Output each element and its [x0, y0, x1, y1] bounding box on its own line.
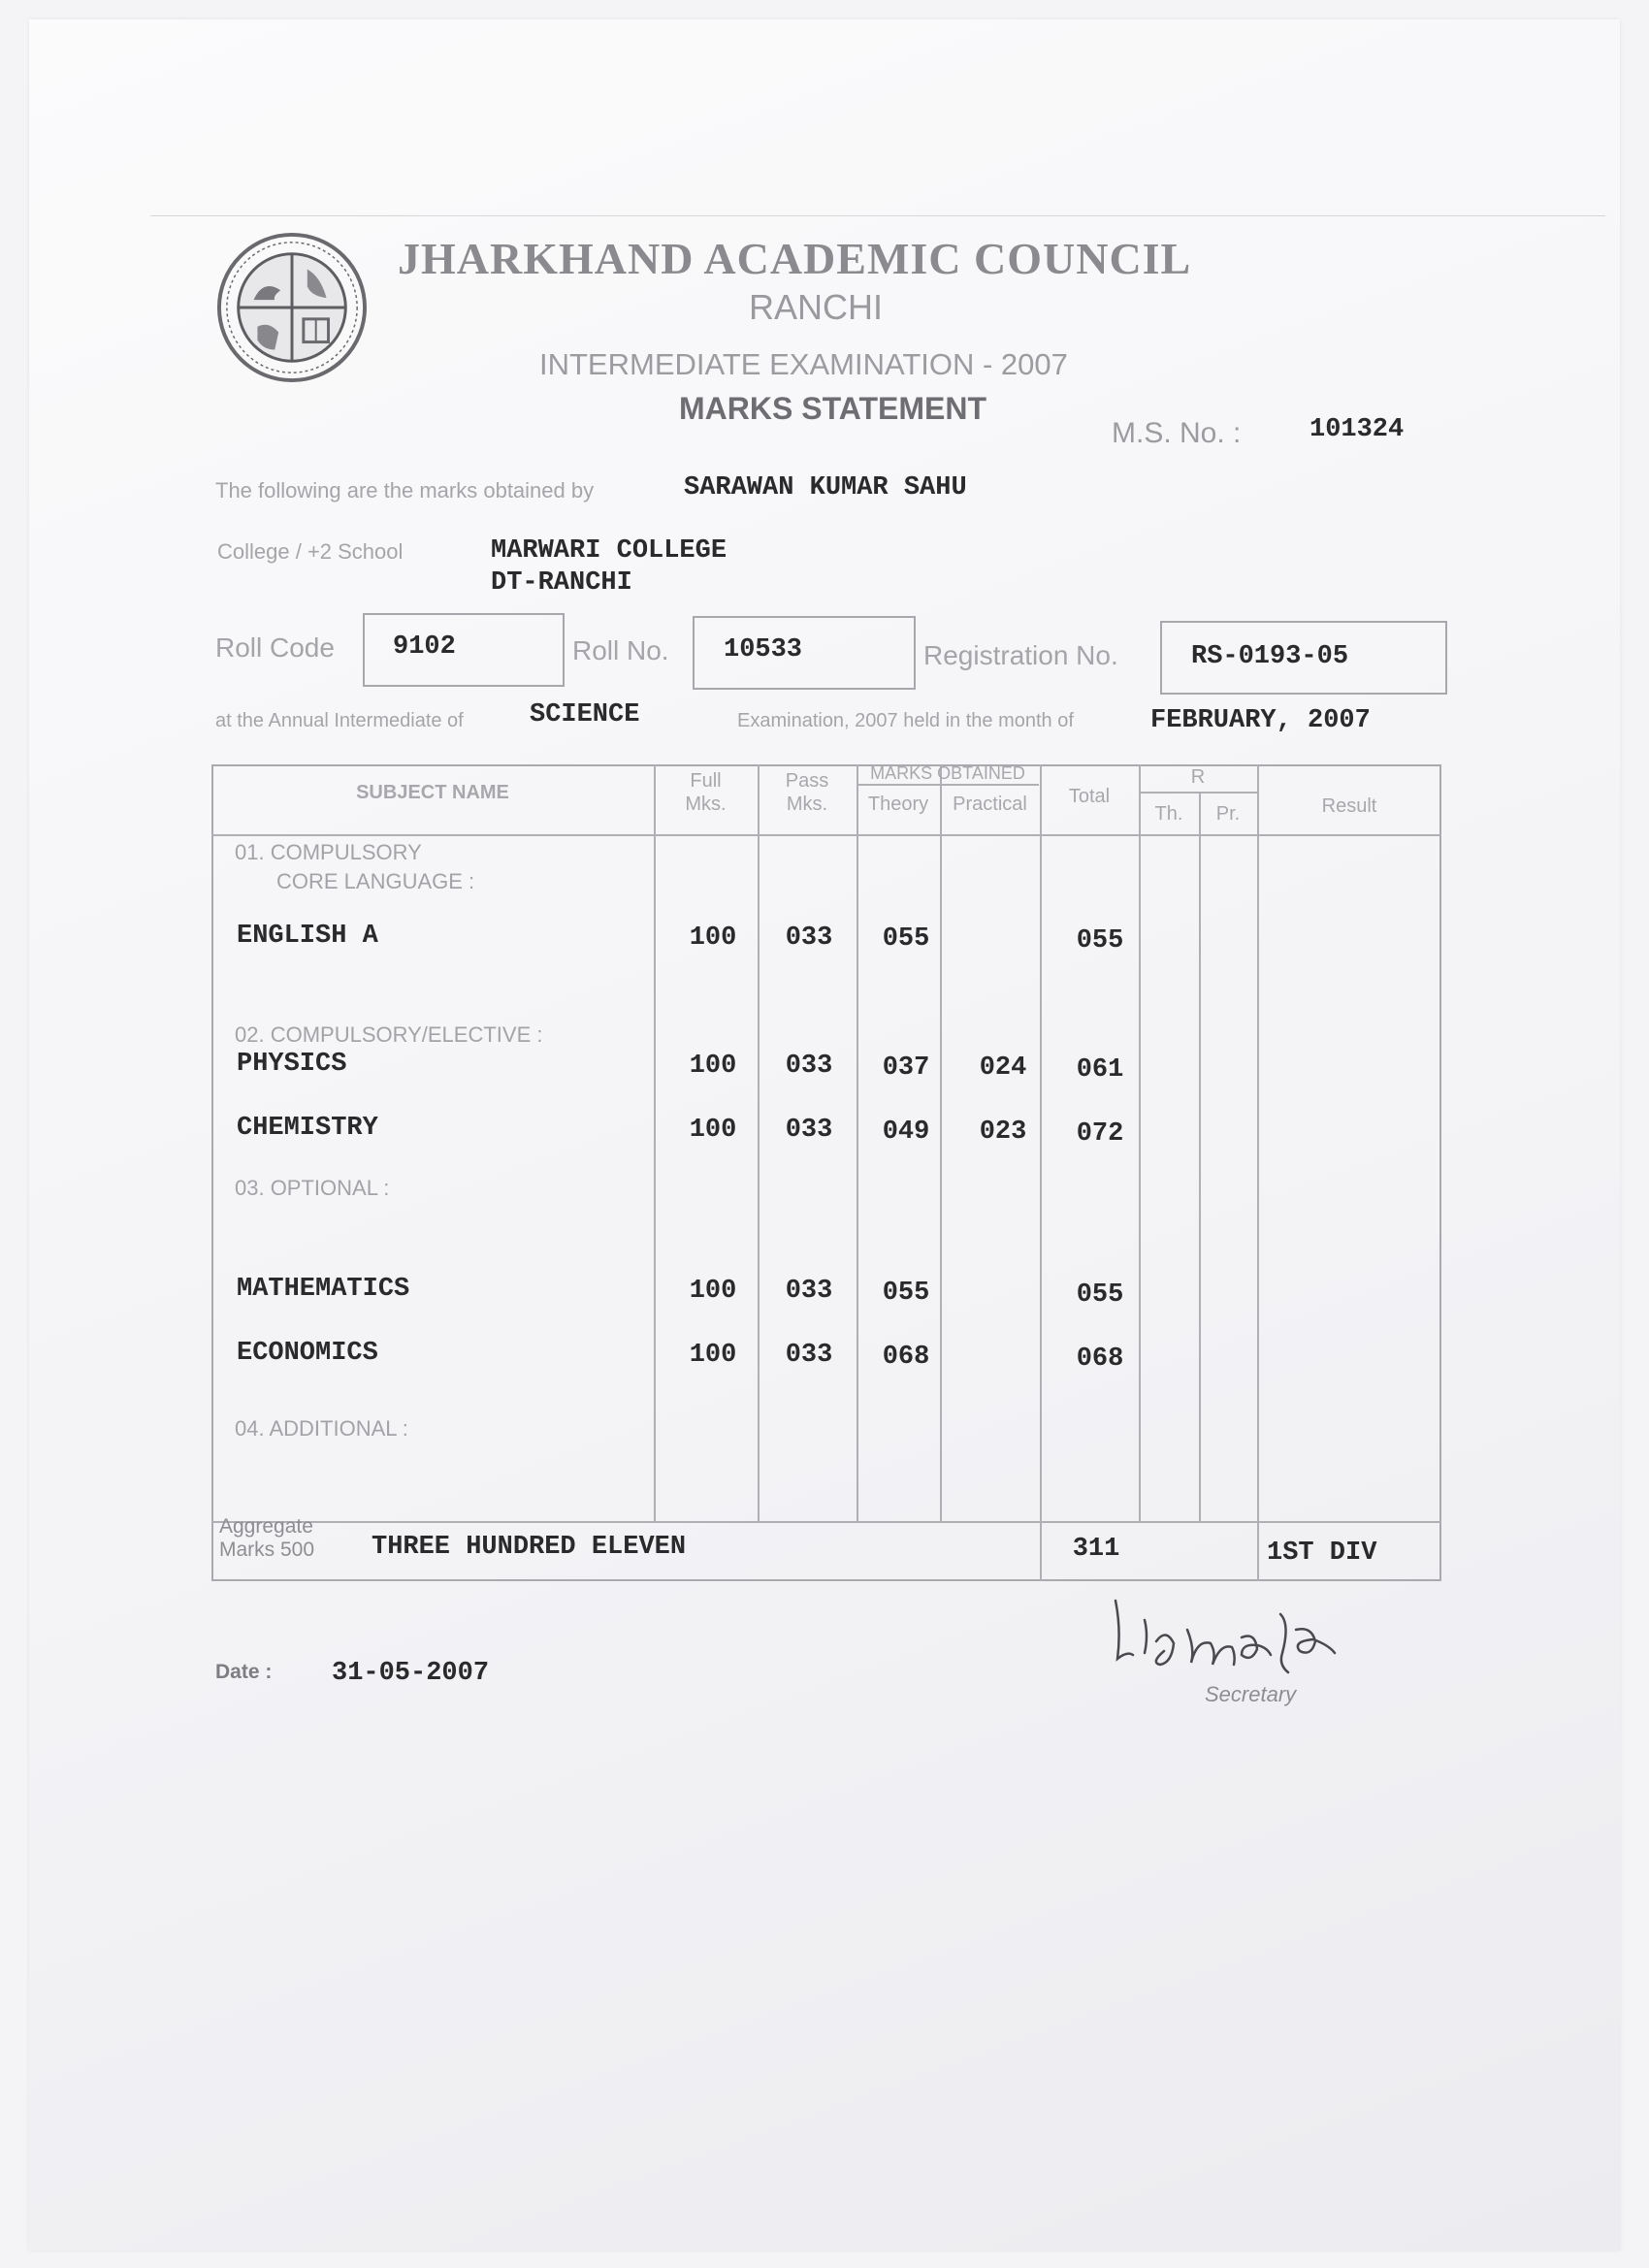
table-divider	[758, 764, 760, 1521]
header-full-mks: Mks.	[685, 794, 727, 815]
section-compulsory: 01. COMPULSORY	[235, 840, 422, 864]
theory-marks: 055	[882, 1279, 930, 1308]
stream-value: SCIENCE	[530, 700, 640, 729]
theory-marks: 068	[882, 1343, 930, 1372]
aggregate-total: 311	[1072, 1535, 1120, 1564]
top-rule	[150, 215, 1605, 216]
full-marks: 100	[689, 923, 737, 953]
table-divider	[211, 1521, 1441, 1523]
subject-name: ECONOMICS	[237, 1339, 378, 1368]
header-pass: Pass	[785, 770, 829, 792]
subject-name: PHYSICS	[237, 1050, 347, 1079]
pass-marks: 033	[785, 1277, 833, 1306]
practical-marks: 024	[979, 1053, 1027, 1083]
exam-month-value: FEBRUARY, 2007	[1150, 706, 1371, 735]
council-name: JHARKHAND ACADEMIC COUNCIL	[398, 234, 1192, 283]
exam-title: INTERMEDIATE EXAMINATION - 2007	[539, 347, 1068, 381]
subject-name: CHEMISTRY	[237, 1114, 378, 1143]
full-marks: 100	[689, 1341, 737, 1370]
pass-marks: 033	[785, 923, 833, 953]
college-label: College / +2 School	[217, 539, 404, 564]
roll-no-value: 10533	[724, 635, 803, 664]
section-compulsory-elective: 02. COMPULSORY/ELECTIVE :	[235, 1022, 543, 1047]
secretary-label: Secretary	[1205, 1682, 1297, 1706]
header-subject: SUBJECT NAME	[356, 782, 509, 803]
ms-no-label: M.S. No. :	[1112, 417, 1242, 449]
header-full: Full	[690, 770, 722, 792]
table-divider	[1139, 764, 1141, 1521]
full-marks: 100	[689, 1052, 737, 1081]
full-marks: 100	[689, 1277, 737, 1306]
pass-marks: 033	[785, 1341, 833, 1370]
theory-marks: 049	[882, 1118, 930, 1147]
section-core-language: CORE LANGUAGE :	[276, 869, 475, 893]
aggregate-label-line2: Marks 500	[219, 1539, 315, 1561]
subject-name: MATHEMATICS	[237, 1275, 410, 1304]
total-marks: 072	[1076, 1119, 1124, 1149]
roll-no-label: Roll No.	[572, 635, 669, 665]
table-divider	[857, 764, 858, 1521]
table-divider	[1139, 792, 1257, 794]
header-th: Th.	[1154, 803, 1183, 825]
table-divider	[211, 834, 1441, 836]
total-marks: 061	[1076, 1055, 1124, 1085]
header-pr: Pr.	[1215, 803, 1241, 825]
table-divider	[1199, 792, 1201, 1521]
section-additional: 04. ADDITIONAL :	[235, 1416, 408, 1441]
college-name: MARWARI COLLEGE	[491, 536, 728, 566]
roll-code-label: Roll Code	[215, 632, 335, 663]
aggregate-label	[219, 1515, 314, 1562]
header-result: Result	[1321, 795, 1377, 817]
header-total: Total	[1068, 786, 1111, 807]
table-divider	[654, 764, 656, 1521]
registration-value: RS-0193-05	[1191, 642, 1349, 671]
header-r: R	[1190, 766, 1206, 788]
date-value: 31-05-2007	[332, 1659, 490, 1688]
section-optional: 03. OPTIONAL :	[235, 1176, 390, 1200]
total-marks: 068	[1076, 1345, 1124, 1374]
result-division: 1ST DIV	[1267, 1539, 1377, 1568]
total-marks: 055	[1076, 926, 1124, 956]
council-seal-logo	[215, 231, 369, 384]
table-divider	[1040, 764, 1042, 1581]
date-label: Date :	[215, 1661, 273, 1683]
table-divider	[857, 784, 1039, 786]
header-pass-mks: Mks.	[786, 794, 828, 815]
annual-label: at the Annual Intermediate of	[215, 710, 464, 731]
council-city: RANCHI	[749, 287, 884, 327]
theory-marks: 037	[882, 1053, 930, 1083]
obtained-by-label: The following are the marks obtained by	[215, 478, 595, 502]
pass-marks: 033	[785, 1052, 833, 1081]
header-theory: Theory	[867, 794, 929, 815]
total-marks: 055	[1076, 1280, 1124, 1310]
pass-marks: 033	[785, 1116, 833, 1145]
roll-code-value: 9102	[393, 632, 456, 662]
full-marks: 100	[689, 1116, 737, 1145]
exam-held-label: Examination, 2007 held in the month of	[737, 710, 1074, 731]
subject-name: ENGLISH A	[237, 922, 378, 951]
theory-marks: 055	[882, 924, 930, 954]
header-practical: Practical	[953, 794, 1027, 815]
college-district: DT-RANCHI	[491, 568, 632, 598]
registration-label: Registration No.	[923, 640, 1118, 670]
practical-marks: 023	[979, 1118, 1027, 1147]
header-marks-obtained: MARKS OBTAINED	[870, 763, 1025, 783]
student-name: SARAWAN KUMAR SAHU	[684, 473, 967, 502]
aggregate-in-words: THREE HUNDRED ELEVEN	[372, 1533, 687, 1562]
table-divider	[1257, 764, 1259, 1581]
aggregate-label-line1: Aggregate	[219, 1515, 313, 1538]
document-title: MARKS STATEMENT	[679, 391, 987, 426]
ms-no-value: 101324	[1310, 415, 1405, 444]
